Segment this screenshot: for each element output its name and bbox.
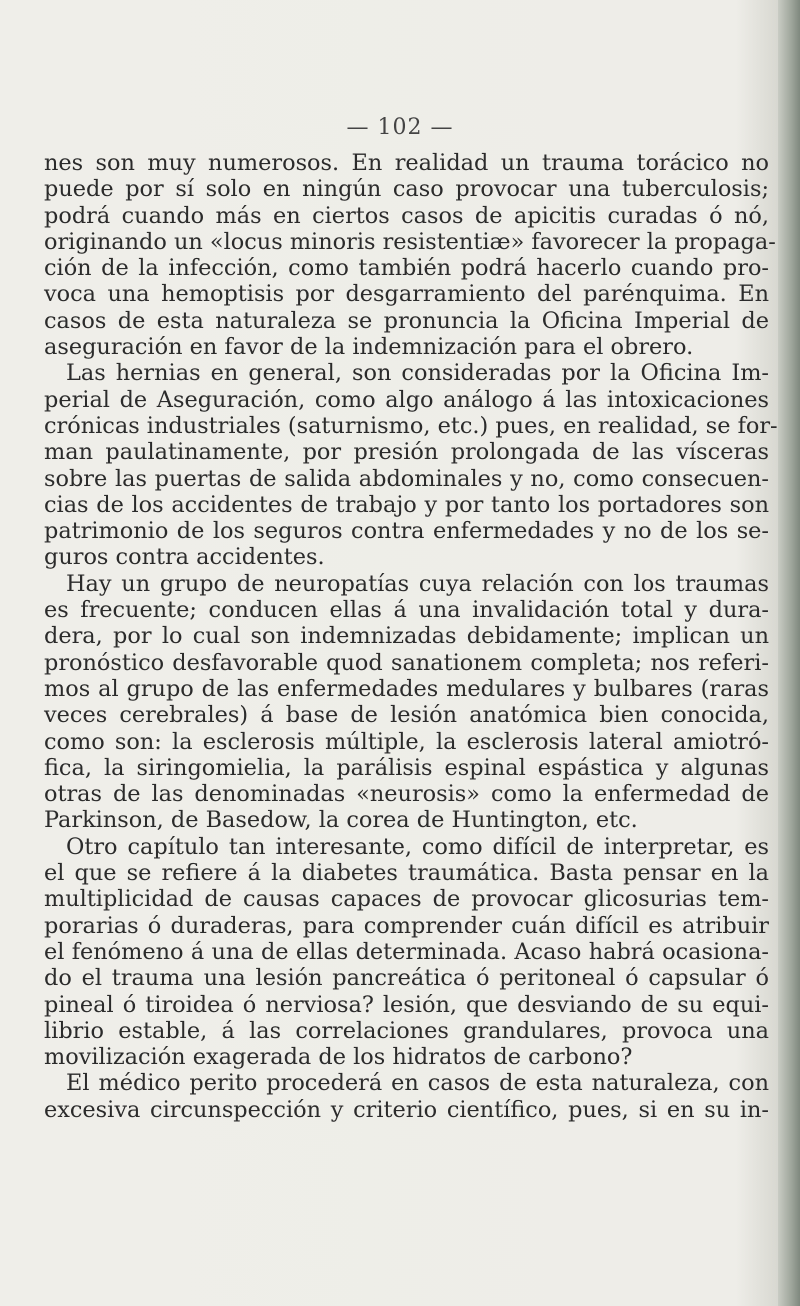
text-line: pronóstico desfavorable quod sanationem completa; nos referi- [44,649,769,676]
text-line: puede por sí solo en ningún caso provocar una tuberculosis; [44,176,769,203]
page-number-header: — 102 — [346,115,454,140]
text-line: casos de esta naturaleza se pronuncia la Oficina Imperial de [44,307,769,334]
text-line: cias de los accidentes de trabajo y por tanto los portadores son [44,491,769,518]
text-line: multiplicidad de causas capaces de provocar glicosurias tem- [44,886,769,913]
text-line: veces cerebrales) á base de lesión anatómica bien conocida, [44,702,769,729]
text-line: Parkinson, de Basedow, la corea de Huntington, etc. [44,807,638,834]
text-line: pineal ó tiroidea ó nerviosa? lesión, que desviando de su equi- [44,991,769,1018]
text-line: sobre las puertas de salida abdominales y no, como consecuen- [44,465,769,492]
text-line: otras de las denominadas «neurosis» como la enfermedad de [44,781,769,808]
text-line: el fenómeno á una de ellas determinada. Acaso habrá ocasiona- [44,938,769,965]
text-line: perial de Aseguración, como algo análogo á las intoxicaciones [44,386,769,413]
text-line: Otro capítulo tan interesante, como difícil de interpretar, es [66,833,769,860]
text-line: porarias ó duraderas, para comprender cuán difícil es atribuir [44,912,769,939]
text-line: excesiva circunspección y criterio científico, pues, si en su in- [44,1096,769,1123]
text-line: podrá cuando más en ciertos casos de apicitis curadas ó nó, [44,202,769,229]
text-line: nes son muy numerosos. En realidad un trauma torácico no [44,150,769,176]
text-line: movilización exagerada de los hidratos de carbono? [44,1044,633,1071]
text-line: patrimonio de los seguros contra enfermedades y no de los se- [44,518,769,545]
text-line: man paulatinamente, por presión prolongada de las vísceras [44,439,769,466]
text-line: ción de la infección, como también podrá hacerlo cuando pro- [44,255,769,282]
text-line: dera, por lo cual son indemnizadas debidamente; implican un [44,623,769,650]
text-line: es frecuente; conducen ellas á una invalidación total y dura- [44,597,769,624]
text-line: fica, la siringomielia, la parálisis espinal espástica y algunas [44,754,769,781]
text-line: crónicas industriales (saturnismo, etc.) pues, en realidad, se for- [44,412,778,439]
text-line: Las hernias en general, son consideradas por la Oficina Im- [66,360,769,387]
text-line: librio estable, á las correlaciones grandulares, provoca una [44,1017,769,1044]
text-line: El médico perito procederá en casos de esta naturaleza, con [66,1070,769,1097]
text-line: Hay un grupo de neuropatías cuya relación con los traumas [66,570,769,597]
text-line: como son: la esclerosis múltiple, la esclerosis lateral amiotró- [44,728,769,755]
text-line: originando un «locus minoris resistentiæ» favorecer la propaga- [44,228,776,255]
page-edge [778,0,800,1306]
text-line: mos al grupo de las enfermedades medulares y bulbares (raras [44,675,769,702]
text-line: el que se refiere á la diabetes traumática. Basta pensar en la [44,860,769,887]
body-text [44,150,778,1123]
text-line: do el trauma una lesión pancreática ó peritoneal ó capsular ó [44,965,769,992]
text-line: aseguración en favor de la indemnización para el obrero. [44,334,694,361]
text-line: guros contra accidentes. [44,544,325,571]
text-line: voca una hemoptisis por desgarramiento del parénquima. En [44,281,769,308]
